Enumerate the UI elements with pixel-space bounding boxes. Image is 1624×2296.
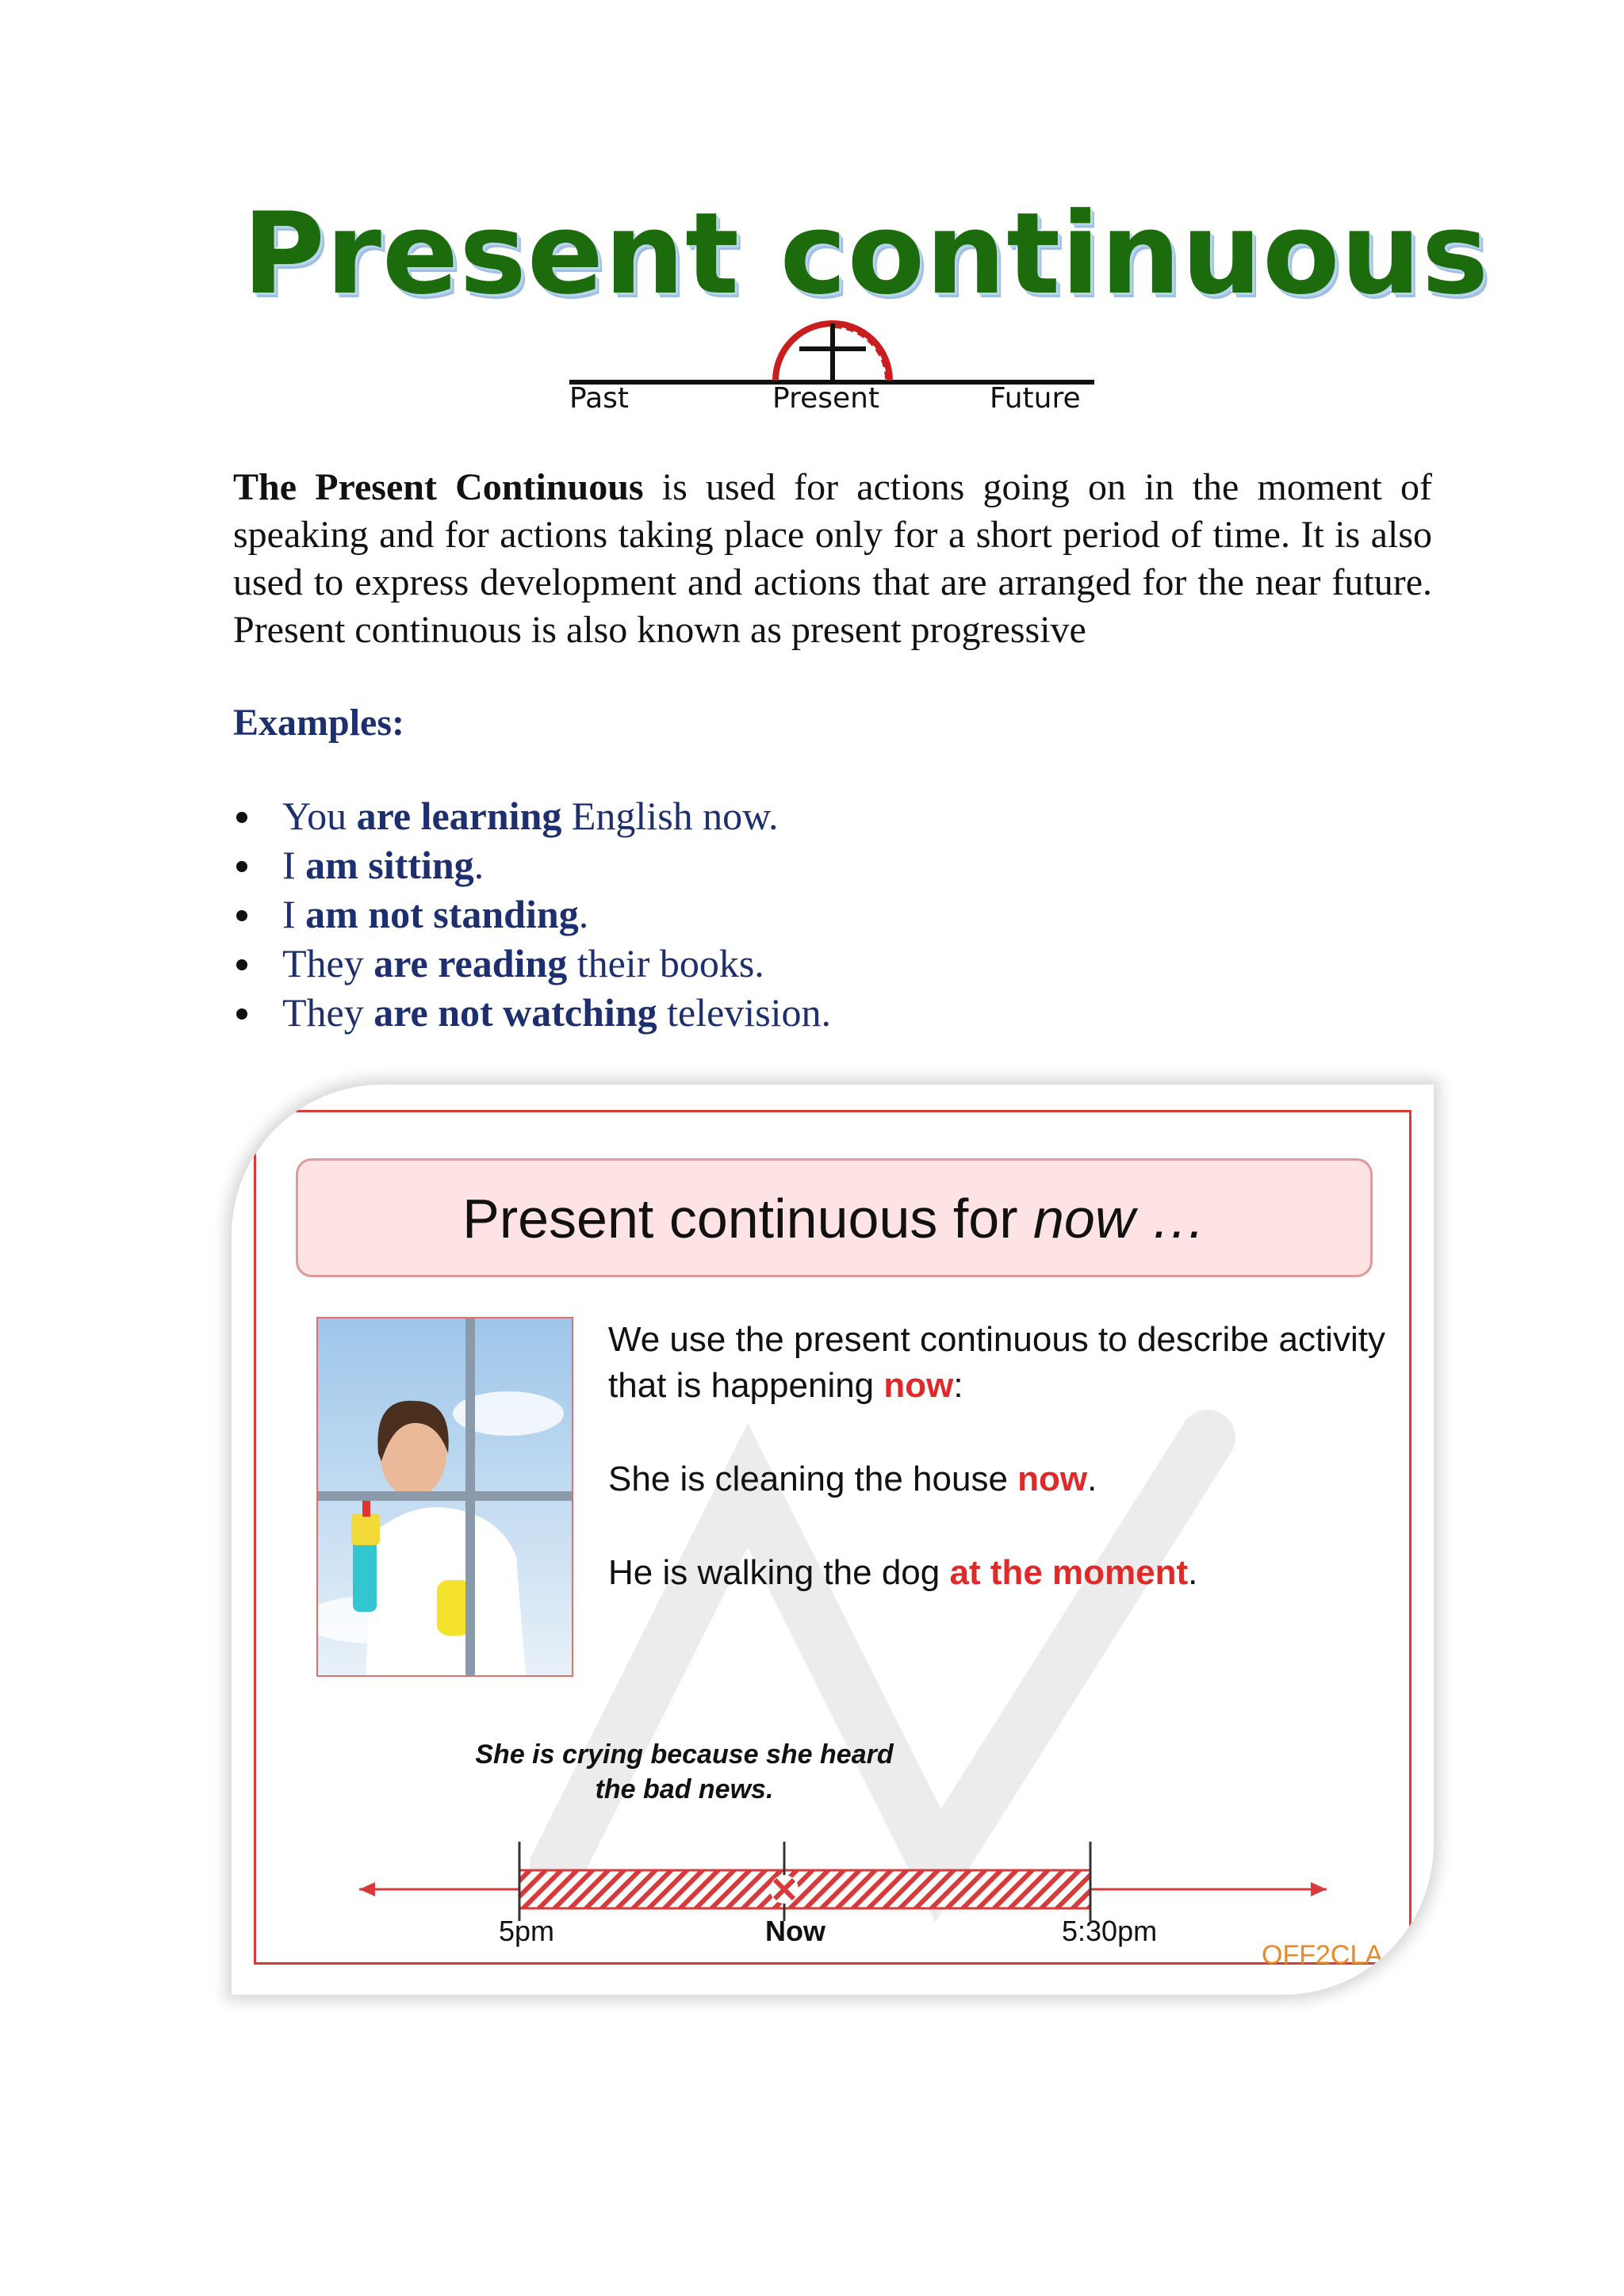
example-item: I am not standing. [233, 890, 831, 939]
tick-label-now: Now [765, 1915, 825, 1947]
example-item: I am sitting. [233, 840, 831, 890]
examples-list [233, 791, 831, 1037]
intro-term: The Present Continuous [233, 466, 644, 508]
timeline-caption: She is crying because she heard the bad news. [475, 1739, 894, 1804]
example-item: They are reading their books. [233, 939, 831, 988]
timeline-label-present: Present [772, 382, 880, 415]
page-title: Present continuous [242, 189, 1490, 320]
example-sentence: He is walking the dog at the moment. [608, 1553, 1198, 1592]
timeline-diagram [555, 309, 1110, 428]
cleaning-woman-photo [316, 1317, 573, 1677]
card-explanation-text [608, 1317, 1385, 1644]
example-sentence: She is cleaning the house now. [608, 1460, 1097, 1498]
explanation-line: We use the present continuous to describe activity that is happening now: [608, 1320, 1385, 1405]
tick-label-end: 5:30pm [1062, 1915, 1158, 1947]
card-frame [254, 1110, 1411, 1970]
intro-paragraph [233, 464, 1432, 654]
brand-logo: OFF2CLA [1262, 1940, 1384, 1970]
card-banner: Present continuous for now … [296, 1158, 1373, 1277]
explanation-card [232, 1085, 1434, 1995]
examples-heading: Examples: [233, 702, 404, 744]
intro-text: is used for actions going on in the moment of speaking and for actions taking place only for a short period of time. It is also used to express development and actions that are arranged for the near future. Present continuous is also known as present progressive [233, 466, 1433, 651]
example-item: They are not watching television. [233, 988, 831, 1037]
example-item: You are learning English now. [233, 791, 831, 840]
timeline-label-future: Future [990, 382, 1081, 415]
tick-label-start: 5pm [499, 1915, 555, 1947]
timeline-label-past: Past [569, 382, 630, 415]
